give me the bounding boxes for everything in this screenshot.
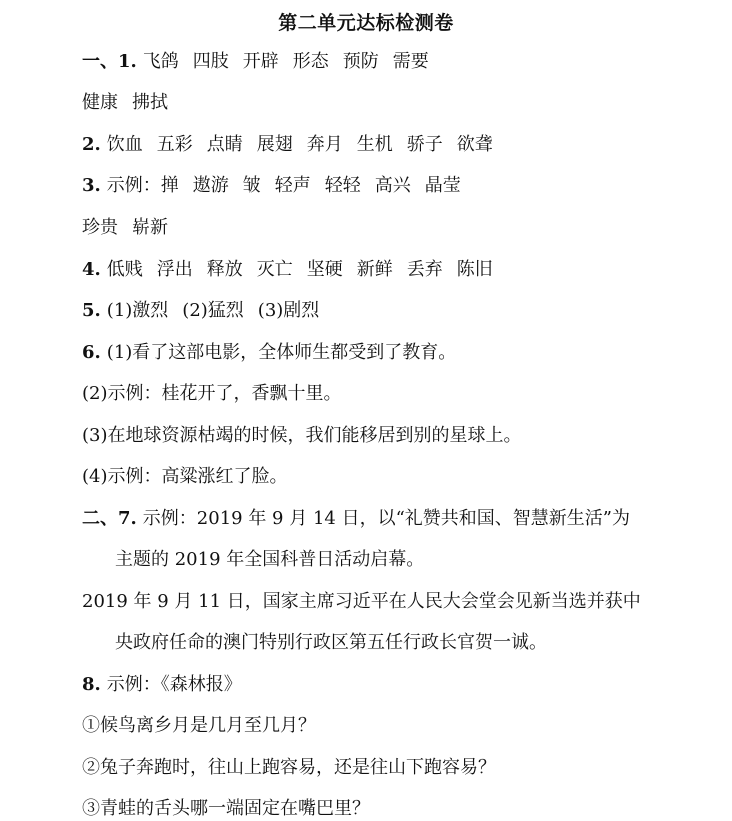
q8-line-3 — [82, 756, 496, 780]
q3-prefix: 示例： — [106, 175, 161, 196]
q3-word: 轻声 — [274, 175, 311, 196]
q4-word: 坚硬 — [306, 259, 343, 280]
q8-line-2 — [82, 714, 316, 738]
q6-item: (2)示例：桂花开了，香飘十里。 — [82, 383, 342, 404]
q7-paragraph-2: 2019 年 9 月 11 日，国家主席习近平在人民大会堂会见新当选并获中 — [82, 591, 641, 612]
q2-word: 生机 — [356, 134, 393, 155]
q3-word: 崭新 — [132, 217, 168, 238]
q2-word: 点睛 — [206, 134, 243, 155]
q2-word: 饮血 — [106, 134, 143, 155]
q2-word: 奔月 — [306, 134, 343, 155]
q7-paragraph-1-cont: 主题的 2019 年全国科普日活动启幕。 — [115, 549, 425, 570]
q1-word: 四肢 — [192, 51, 229, 72]
q7-line-4 — [115, 631, 547, 655]
q6-line-1 — [82, 341, 456, 365]
q1-word: 需要 — [392, 51, 429, 72]
q7-line-2 — [115, 548, 424, 572]
q1-word: 开辟 — [242, 51, 279, 72]
q4-word: 丢弃 — [406, 259, 443, 280]
q8-item: ③青蛙的舌头哪一端固定在嘴巴里？ — [82, 798, 370, 819]
section-one-label: 一、 — [82, 51, 118, 72]
q7-paragraph-1: 示例：2019 年 9 月 14 日，以“礼赞共和国、智慧新生活”为 — [142, 508, 630, 529]
page-title: 第二单元达标检测卷 — [278, 12, 454, 34]
q8-item: ①候鸟离乡月是几月至几月？ — [82, 715, 316, 736]
q3-word: 轻轻 — [324, 175, 361, 196]
q7-label: 7. — [118, 508, 137, 529]
q7-paragraph-2-cont: 央政府任命的澳门特别行政区第五任行政长官贺一诚。 — [115, 632, 547, 653]
q4-word: 陈旧 — [456, 259, 493, 280]
q6-line-3 — [82, 424, 522, 448]
q4-line — [82, 258, 507, 282]
q4-word: 释放 — [206, 259, 243, 280]
q2-line — [82, 133, 507, 157]
q6-label: 6. — [82, 342, 101, 363]
q3-word: 遨游 — [192, 175, 229, 196]
q6-line-2 — [82, 382, 342, 406]
q4-word: 新鲜 — [356, 259, 393, 280]
q3-word: 珍贵 — [82, 217, 118, 238]
q8-label: 8. — [82, 674, 101, 695]
q1-word: 健康 — [82, 92, 118, 113]
q3-label: 3. — [82, 175, 101, 196]
q1-word: 拂拭 — [132, 92, 168, 113]
q6-item: (4)示例：高粱涨红了脸。 — [82, 466, 288, 487]
q5-item: (3)剧烈 — [257, 300, 320, 321]
q7-line-3 — [82, 590, 641, 614]
q6-line-4 — [82, 465, 288, 489]
q8-intro: 示例：《森林报》 — [106, 674, 242, 695]
q1-line-1 — [82, 50, 443, 74]
q7-line-1 — [82, 507, 630, 531]
q1-word: 形态 — [292, 51, 329, 72]
q5-item: (1)激烈 — [106, 300, 169, 321]
section-two-label: 二、 — [82, 508, 118, 529]
q2-label: 2. — [82, 134, 101, 155]
q1-word: 飞鸽 — [142, 51, 179, 72]
q8-line-1 — [82, 673, 242, 697]
q6-item: (3)在地球资源枯竭的时候，我们能移居到别的星球上。 — [82, 425, 522, 446]
q3-word: 皱 — [242, 175, 261, 196]
q4-label: 4. — [82, 259, 101, 280]
q6-item: (1)看了这部电影，全体师生都受到了教育。 — [106, 342, 457, 363]
q5-label: 5. — [82, 300, 101, 321]
q2-word: 欲聋 — [456, 134, 493, 155]
q2-word: 五彩 — [156, 134, 193, 155]
q3-word: 高兴 — [374, 175, 411, 196]
q5-line — [82, 299, 333, 323]
q3-line-2 — [82, 216, 182, 240]
q1-line-2 — [82, 91, 182, 115]
q8-item: ②兔子奔跑时，往山上跑容易，还是往山下跑容易？ — [82, 757, 496, 778]
q4-word: 浮出 — [156, 259, 193, 280]
q2-word: 骄子 — [406, 134, 443, 155]
q4-word: 灭亡 — [256, 259, 293, 280]
q5-item: (2)猛烈 — [182, 300, 244, 321]
q1-label: 1. — [118, 51, 137, 72]
q4-word: 低贱 — [106, 259, 143, 280]
q3-word: 掸 — [160, 175, 179, 196]
q8-line-4 — [82, 797, 370, 821]
q3-word: 晶莹 — [424, 175, 461, 196]
q1-word: 预防 — [342, 51, 379, 72]
q3-line-1 — [82, 174, 475, 198]
q2-word: 展翅 — [256, 134, 293, 155]
